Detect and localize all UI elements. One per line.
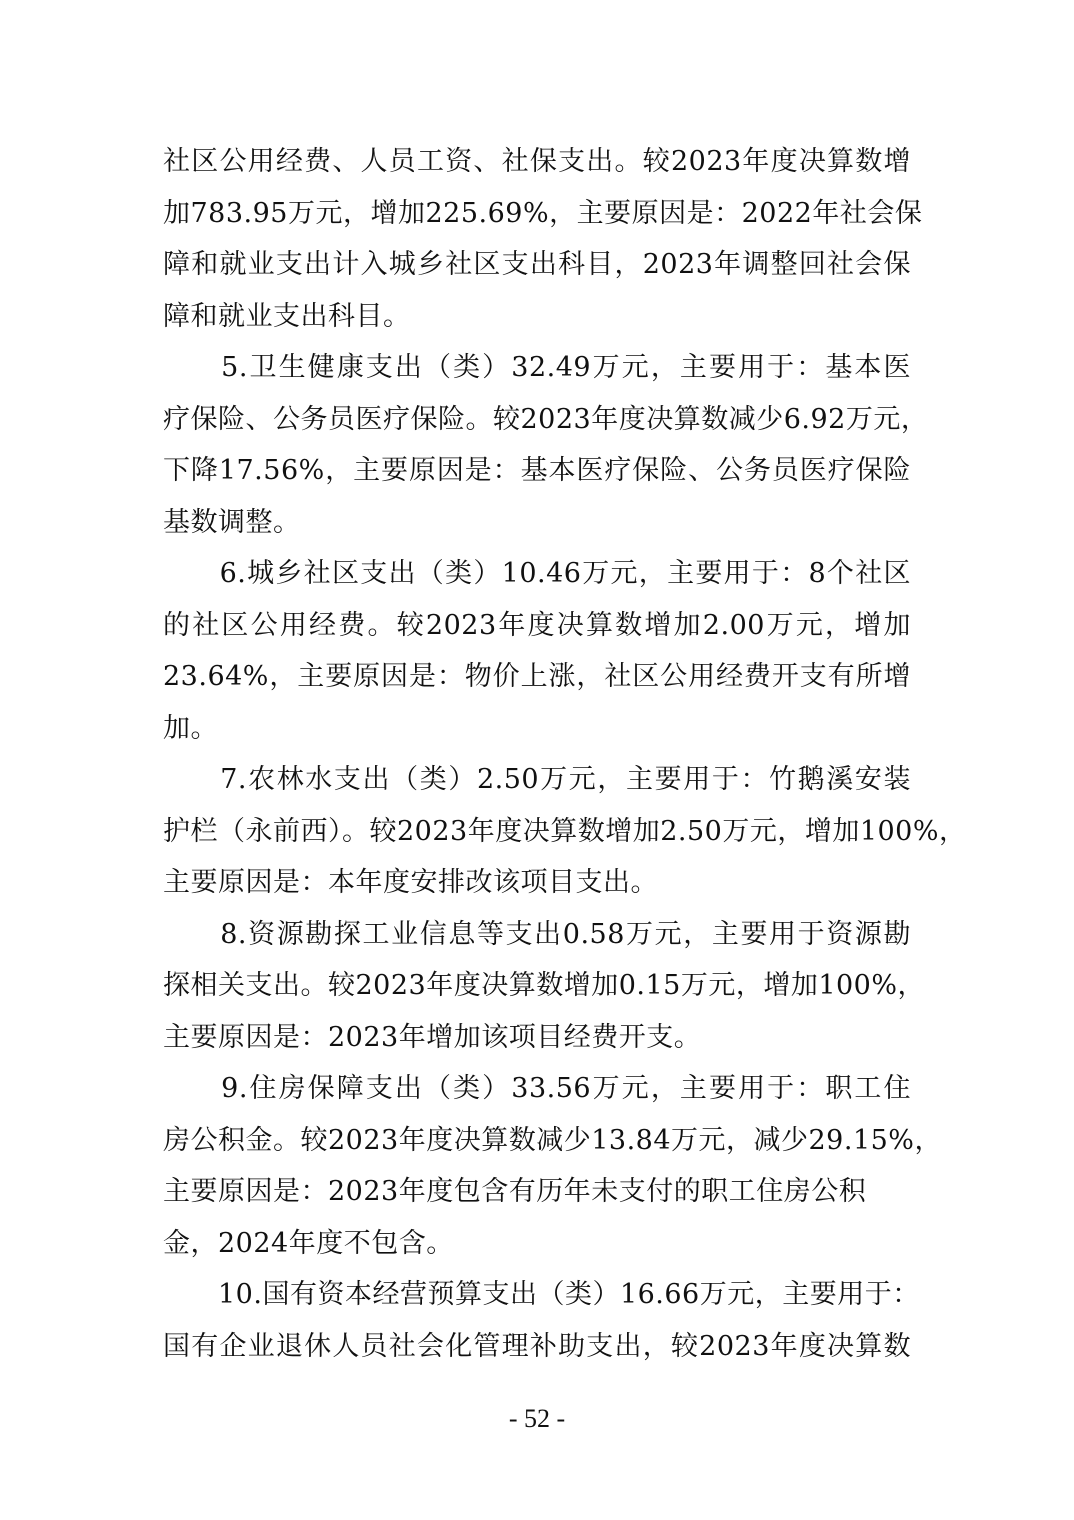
text-line: 加。 [163, 712, 218, 744]
text-line: 主要原因是：2023年增加该项目经费开支。 [163, 1021, 702, 1053]
text-line: 房公积金。较2023年度决算数减少13.84万元，减少29.15%， [163, 1124, 942, 1156]
text-line: 10.国有资本经营预算支出（类）16.66万元，主要用于： [163, 1279, 920, 1310]
text-line: 社区公用经费、人员工资、社保支出。较2023年度决算数增 [163, 146, 911, 177]
page-number: - 52 - [508, 1404, 566, 1433]
text-line: 护栏（永前西）。较2023年度决算数增加2.50万元，增加100%， [163, 815, 967, 847]
text-line: 7.农林水支出（类）2.50万元，主要用于：竹鹅溪安装 [163, 764, 911, 795]
text-line: 主要原因是：2023年度包含有历年未支付的职工住房公积 [163, 1176, 867, 1207]
text-line: 金，2024年度不包含。 [163, 1227, 454, 1259]
text-line: 障和就业支出科目。 [163, 300, 411, 332]
text-line: 5.卫生健康支出（类）32.49万元，主要用于：基本医 [163, 352, 911, 383]
text-line: 基数调整。 [163, 506, 301, 538]
text-line: 加783.95万元，增加225.69%，主要原因是：2022年社会保 [163, 197, 923, 229]
text-line: 探相关支出。较2023年度决算数增加0.15万元，增加100%， [163, 970, 926, 1001]
text-line: 下降17.56%，主要原因是：基本医疗保险、公务员医疗保险 [163, 455, 911, 486]
text-line: 6.城乡社区支出（类）10.46万元，主要用于：8个社区 [163, 558, 911, 589]
text-line: 主要原因是：本年度安排改该项目支出。 [163, 867, 658, 898]
text-line: 23.64%，主要原因是：物价上涨，社区公用经费开支有所增 [163, 661, 911, 692]
text-line: 国有企业退休人员社会化管理补助支出，较2023年度决算数 [163, 1330, 911, 1362]
text-line: 的社区公用经费。较2023年度决算数增加2.00万元，增加 [163, 609, 911, 641]
text-line: 9.住房保障支出（类）33.56万元，主要用于：职工住 [163, 1073, 911, 1104]
text-line: 疗保险、公务员医疗保险。较2023年度决算数减少6.92万元， [163, 403, 929, 435]
text-line: 障和就业支出计入城乡社区支出科目，2023年调整回社会保 [163, 249, 911, 280]
body-text [163, 136, 967, 1372]
text-line: 8.资源勘探工业信息等支出0.58万元，主要用于资源勘 [163, 918, 911, 950]
